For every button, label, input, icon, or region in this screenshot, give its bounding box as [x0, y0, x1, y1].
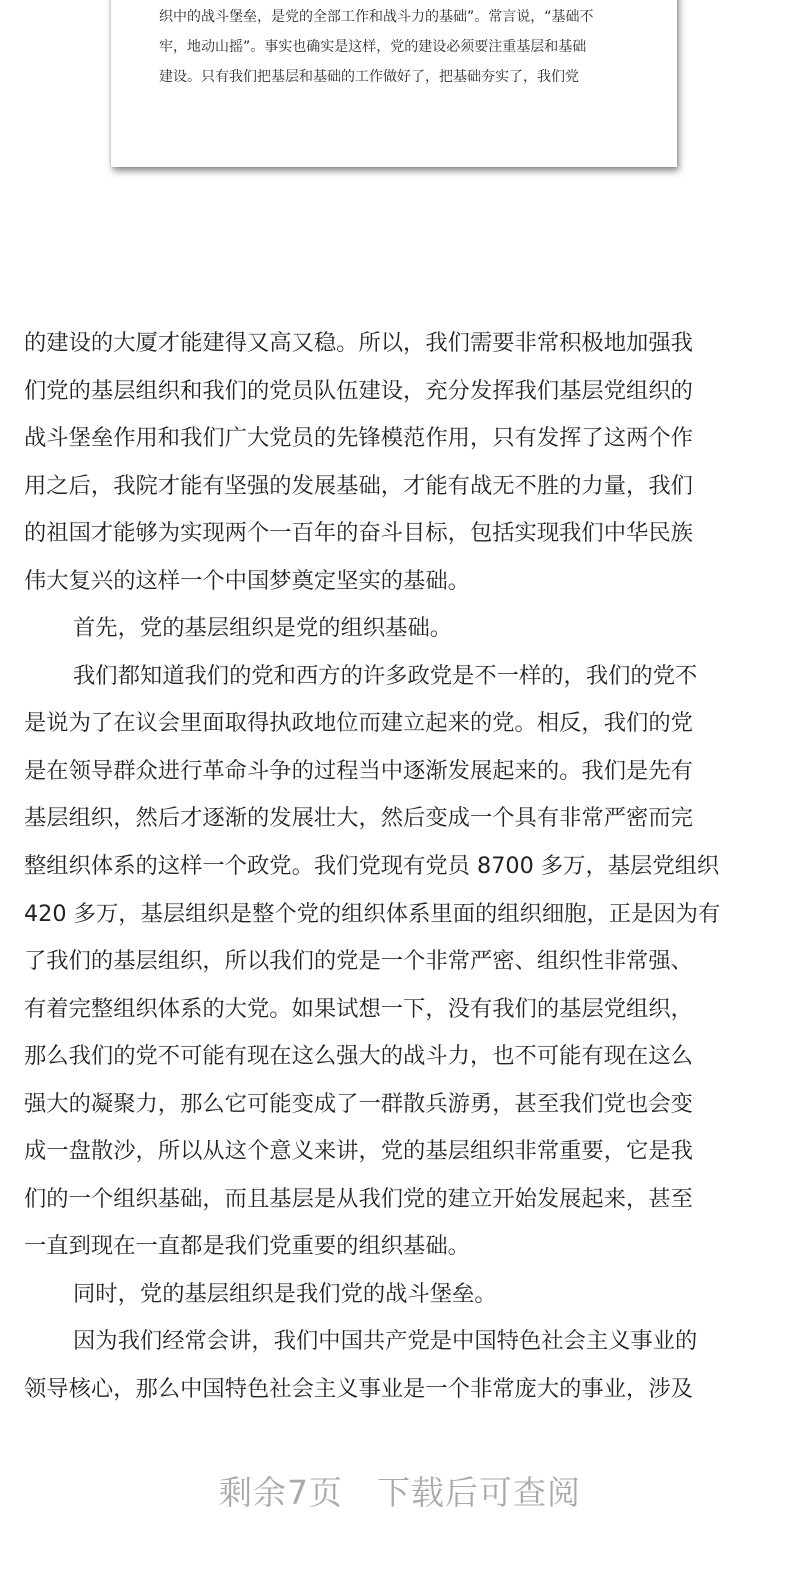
body-line: 强大的凝聚力，那么它可能变成了一群散兵游勇，甚至我们党也会变: [24, 1090, 693, 1117]
body-line: 是说为了在议会里面取得执政地位而建立起来的党。相反，我们的党: [24, 710, 693, 737]
body-line: 一直到现在一直都是我们党重要的组织基础。: [24, 1233, 470, 1260]
body-line: 伟大复兴的这样一个中国梦奠定坚实的基础。: [24, 567, 470, 594]
preview-page-card: [111, 0, 677, 167]
body-line: 我们都知道我们的党和西方的许多政党是不一样的，我们的党不: [73, 662, 698, 689]
preview-line: 建设。只有我们把基层和基础的工作做好了，把基础夯实了，我们党: [159, 69, 579, 85]
body-line: 是在领导群众进行革命斗争的过程当中逐渐发展起来的。我们是先有: [24, 757, 693, 784]
body-line: 的建设的大厦才能建得又高又稳。所以，我们需要非常积极地加强我: [24, 330, 693, 356]
body-line: 因为我们经常会讲，我们中国共产党是中国特色社会主义事业的: [73, 1328, 698, 1355]
body-line: 领导核心，那么中国特色社会主义事业是一个非常庞大的事业，涉及: [24, 1376, 693, 1403]
body-line: 420 多万，基层组织是整个党的组织体系里面的组织细胞，正是因为有: [24, 900, 721, 927]
body-line: 们的一个组织基础，而且基层是从我们党的建立开始发展起来，甚至: [24, 1185, 693, 1212]
body-line: 那么我们的党不可能有现在这么强大的战斗力，也不可能有现在这么: [24, 1043, 693, 1070]
body-line: 了我们的基层组织，所以我们的党是一个非常严密、组织性非常强、: [24, 948, 693, 975]
preview-line: 织中的战斗堡垒，是党的全部工作和战斗力的基础”。常言说，“基础不: [159, 9, 594, 25]
download-prompt-banner[interactable]: [0, 1460, 800, 1520]
preview-line: 牢，地动山摇”。事实也确实是这样，党的建设必须要注重基层和基础: [159, 39, 587, 55]
body-line: 成一盘散沙，所以从这个意义来讲，党的基层组织非常重要，它是我: [24, 1138, 693, 1165]
document-body: [24, 320, 776, 1414]
remaining-pages-label: 剩余7页: [219, 1472, 343, 1512]
section-heading-line: 同时，党的基层组织是我们党的战斗堡垒。: [73, 1280, 497, 1307]
download-to-view-label[interactable]: 下载后可查阅: [377, 1472, 581, 1512]
section-heading-line: 首先，党的基层组织是党的组织基础。: [73, 615, 453, 642]
body-line: 的祖国才能够为实现两个一百年的奋斗目标，包括实现我们中华民族: [24, 520, 693, 547]
body-line: 基层组织，然后才逐渐的发展壮大，然后变成一个具有非常严密而完: [24, 805, 693, 832]
body-line: 们党的基层组织和我们的党员队伍建设，充分发挥我们基层党组织的: [24, 377, 693, 404]
body-line: 整组织体系的这样一个政党。我们党现有党员 8700 多万，基层党组织: [24, 853, 720, 880]
body-line: 用之后，我院才能有坚强的发展基础，才能有战无不胜的力量，我们: [24, 472, 693, 499]
body-line: 有着完整组织体系的大党。如果试想一下，没有我们的基层党组织，: [24, 995, 693, 1022]
preview-page-text: [159, 2, 639, 92]
body-line: 战斗堡垒作用和我们广大党员的先锋模范作用，只有发挥了这两个作: [24, 425, 693, 452]
